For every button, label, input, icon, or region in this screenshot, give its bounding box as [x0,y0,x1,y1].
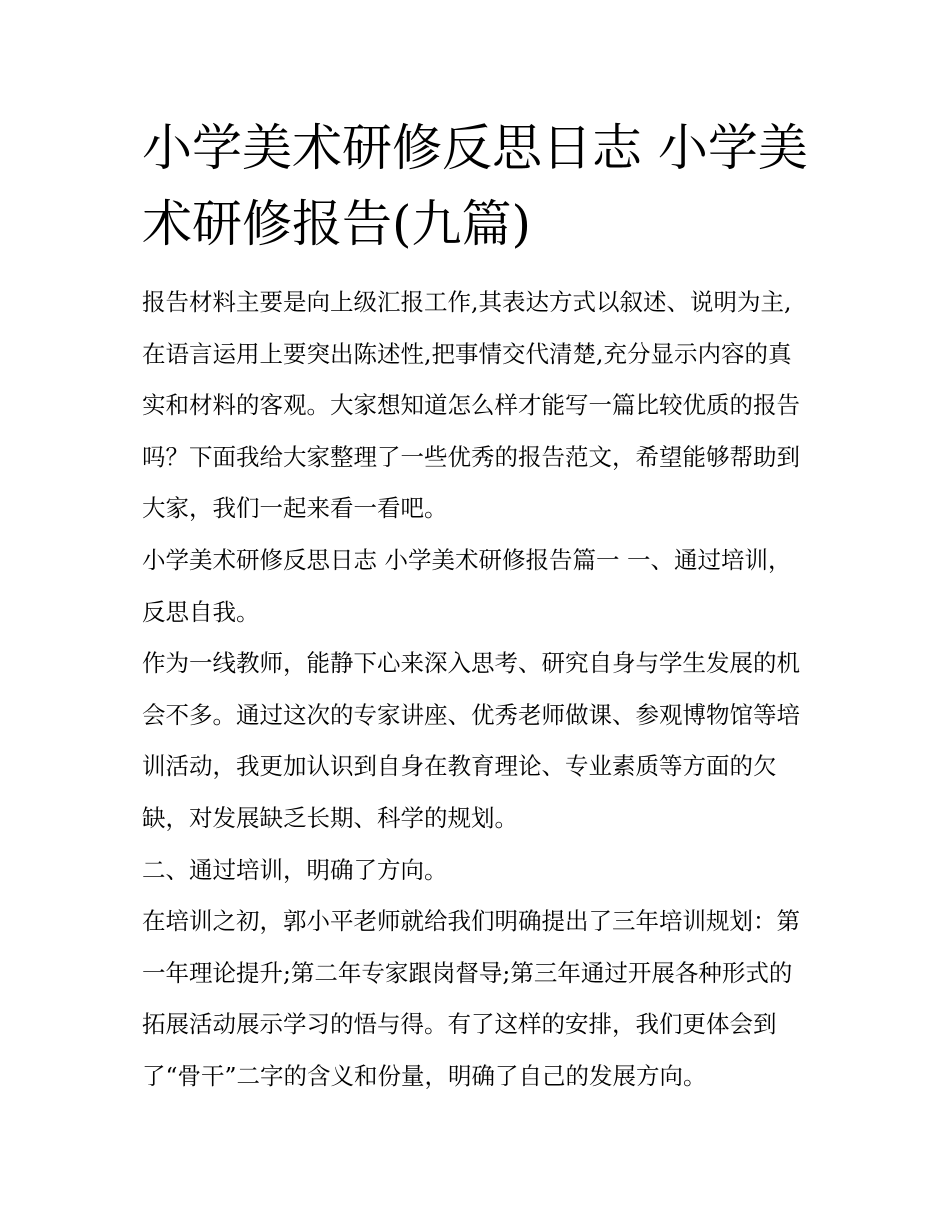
intro-paragraph: 报告材料主要是向上级汇报工作,其表达方式以叙述、说明为主,在语言运用上要突出陈述性,把事情交代清楚,充分显示内容的真实和材料的客观。大家想知道怎么样才能写一篇比较优质的报告吗？下面我给大家整理了一些优秀的报告范文，希望能够帮助到大家，我们一起来看一看吧。 [142,288,800,523]
section-one-heading: 小学美术研修反思日志 小学美术研修报告篇一 一、通过培训，反思自我。 [142,545,792,626]
document-body [142,277,814,1103]
section-two-paragraph: 在培训之初，郭小平老师就给我们明确提出了三年培训规划：第一年理论提升;第二年专家跟岗督导;第三年通过开展各种形式的拓展活动展示学习的悟与得。有了这样的安排，我们更体会到了“骨干”二字的含义和份量，明确了自己的发展方向。 [142,907,800,1090]
document-title: 小学美术研修反思日志 小学美术研修报告(九篇) [142,119,808,253]
section-two-heading: 二、通过培训，明确了方向。 [142,855,448,884]
section-one-paragraph: 作为一线教师，能静下心来深入思考、研究自身与学生发展的机会不多。通过这次的专家讲座、优秀老师做课、参观博物馆等培训活动，我更加认识到自身在教育理论、专业素质等方面的欠缺，对发展缺乏长期、科学的规划。 [142,649,800,832]
